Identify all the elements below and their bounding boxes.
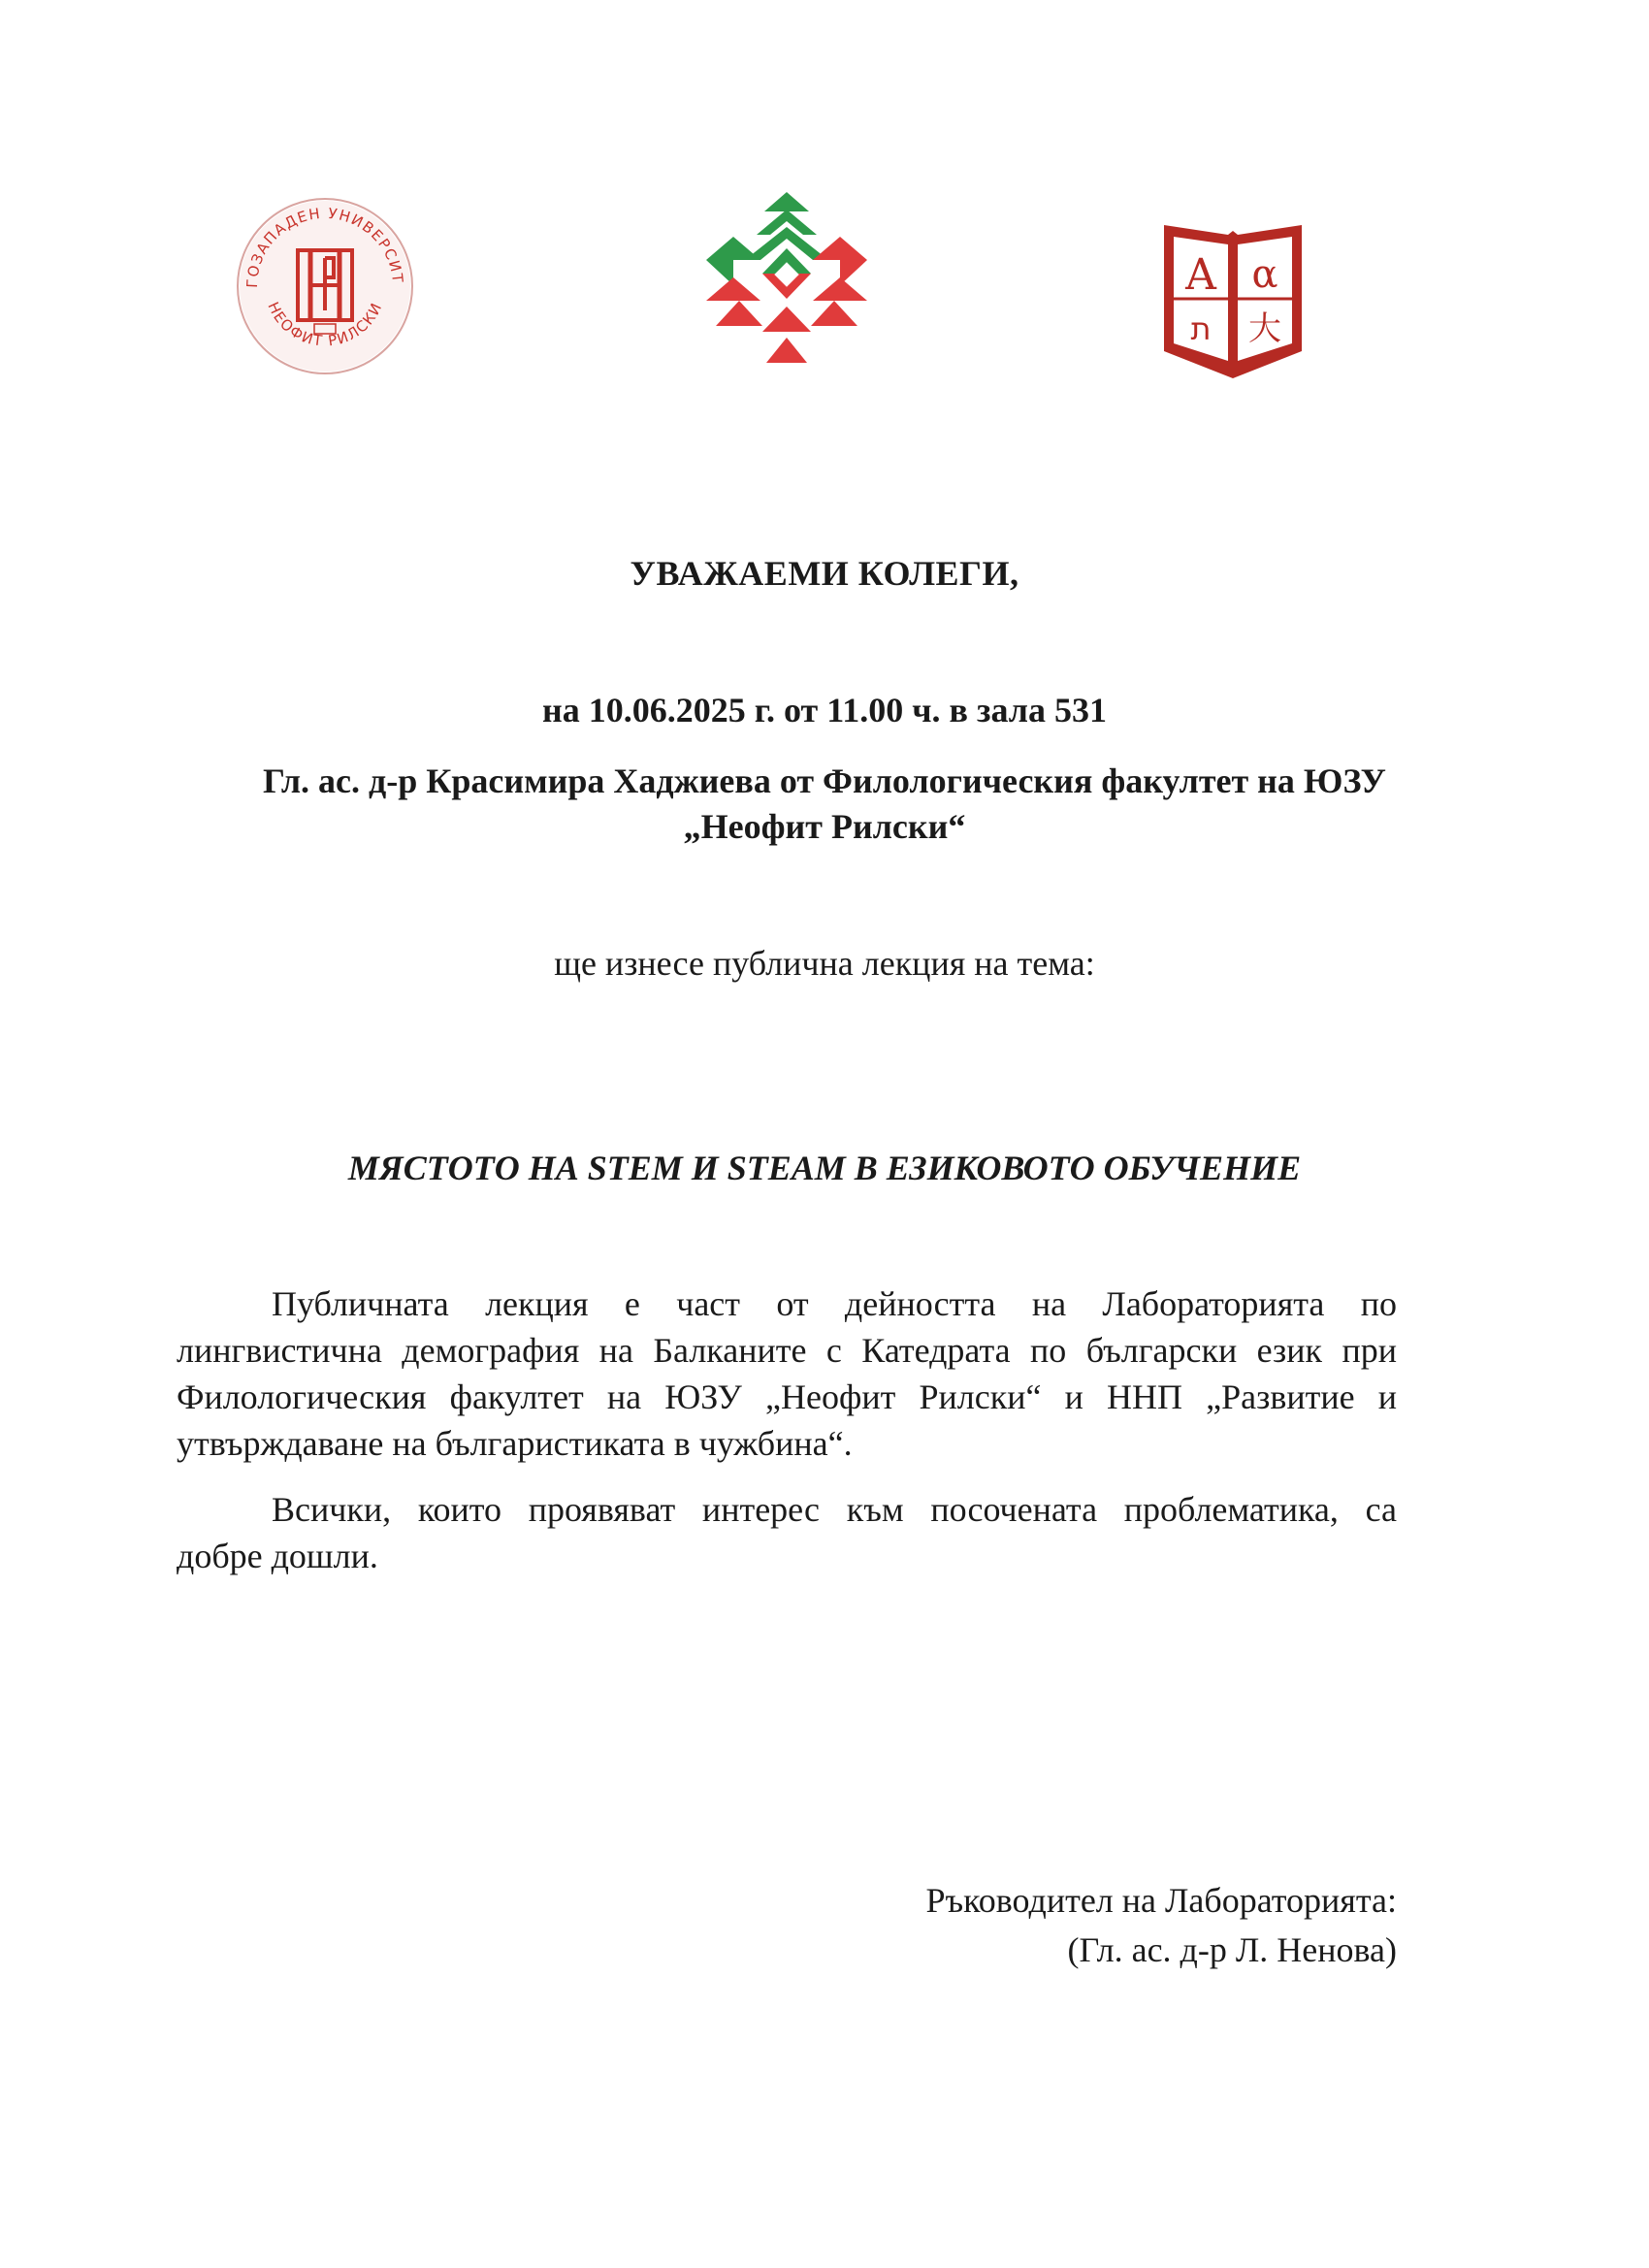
speaker-line: Гл. ас. д-р Красимира Хаджиева от Филологическия факултет на ЮЗУ [263,761,1386,800]
ornament-icon [706,192,867,363]
paragraph-line: добре дошли. [177,1537,378,1575]
svg-text:大: 大 [1248,309,1281,348]
greeting-heading: УВАЖАЕМИ КОЛЕГИ, [630,554,1019,593]
paragraph-line: Публичната лекция е част от дейността на Лабораторията по [272,1284,1397,1323]
paragraph-line: Всички, които проявяват интерес към посочената проблематика, са [272,1490,1397,1529]
paragraph-line: утвърждаване на българистиката в чужбина“. [177,1424,853,1463]
lecture-intro: ще изнесе публична лекция на тема: [554,944,1095,983]
open-book-emblem-logo [1160,215,1306,380]
paragraph-line: лингвистична демография на Балканите с Катедрата по български език при [177,1331,1397,1370]
university-seal-logo [233,194,417,378]
body-paragraph-2 [177,1486,1397,1579]
seal-icon [233,194,417,378]
paragraph-line: Филологическия факултет на ЮЗУ „Неофит Рилски“ и ННП „Развитие и [177,1377,1397,1416]
speaker-affiliation: „Неофит Рилски“ [683,807,966,846]
svg-text:НЕОФИТ РИЛСКИ: НЕОФИТ РИЛСКИ [264,299,386,350]
svg-text:ЮГОЗАПАДЕН УНИВЕРСИТЕТ: ГОЗАПАДЕН УНИВЕРСИТ [242,204,407,289]
svg-text:α: α [1251,252,1278,297]
signature-block [925,1876,1397,1975]
event-datetime: на 10.06.2025 г. от 11.00 ч. в зала 531 [542,691,1107,729]
svg-text:Α: Α [1185,250,1216,300]
bulgarian-ornament-logo [706,192,867,363]
signature-name: (Гл. ас. д-р Л. Ненова) [1067,1930,1397,1969]
svg-text:ת: ת [1190,310,1212,347]
body-paragraph-1 [177,1280,1397,1467]
signature-role: Ръководител на Лабораторията: [925,1881,1397,1920]
book-icon [1160,215,1306,380]
lecture-title: МЯСТОТО НА STEM И STEAM В ЕЗИКОВОТО ОБУЧЕНИЕ [347,1149,1302,1187]
